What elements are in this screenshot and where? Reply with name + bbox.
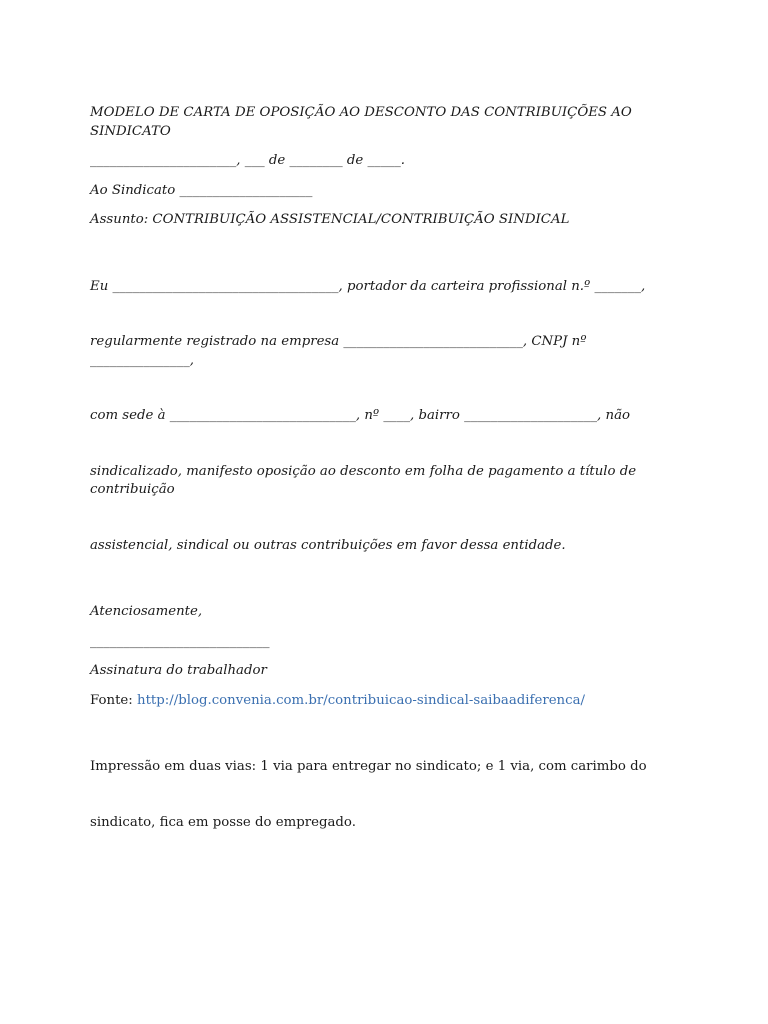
source-label: Fonte:	[90, 692, 137, 708]
date-line: ______________________, ___ de ________ de _____.	[90, 153, 405, 168]
subject-line: Assunto: CONTRIBUIÇÃO ASSISTENCIAL/CONTRIBUIÇÃO SINDICAL	[90, 212, 570, 227]
addressee-line: Ao Sindicato ____________________	[90, 182, 313, 198]
document-content	[90, 104, 690, 880]
source-link[interactable]: http://blog.convenia.com.br/contribuicao-sindical-saibaadiferenca/	[137, 692, 585, 708]
print-note	[90, 721, 690, 869]
body-line: regularmente registrado na empresa ___________________________, CNPJ nº _______________,	[90, 334, 591, 368]
signature-line: ___________________________	[90, 633, 270, 649]
print-note-line: sindicato, fica em posse do empregado.	[90, 814, 356, 830]
body-line: sindicalizado, manifesto oposição ao desconto em folha de pagamento a título de contribuição	[90, 463, 641, 497]
body-line: com sede à ____________________________, nº ____, bairro ____________________, não	[90, 408, 630, 423]
document-title: MODELO DE CARTA DE OPOSIÇÃO AO DESCONTO DAS CONTRIBUIÇÕES AO SINDICATO	[90, 105, 637, 139]
closing-line: Atenciosamente,	[90, 604, 203, 619]
body-paragraph	[90, 241, 690, 593]
source-line	[90, 692, 690, 711]
body-line: assistencial, sindical ou outras contribuições em favor dessa entidade.	[90, 537, 566, 553]
body-line: Eu __________________________________, portador da carteira profissional n.º _______,	[90, 278, 646, 294]
signature-label: Assinatura do trabalhador	[90, 663, 267, 678]
print-note-line: Impressão em duas vias: 1 via para entregar no sindicato; e 1 via, com carimbo do	[90, 759, 647, 774]
